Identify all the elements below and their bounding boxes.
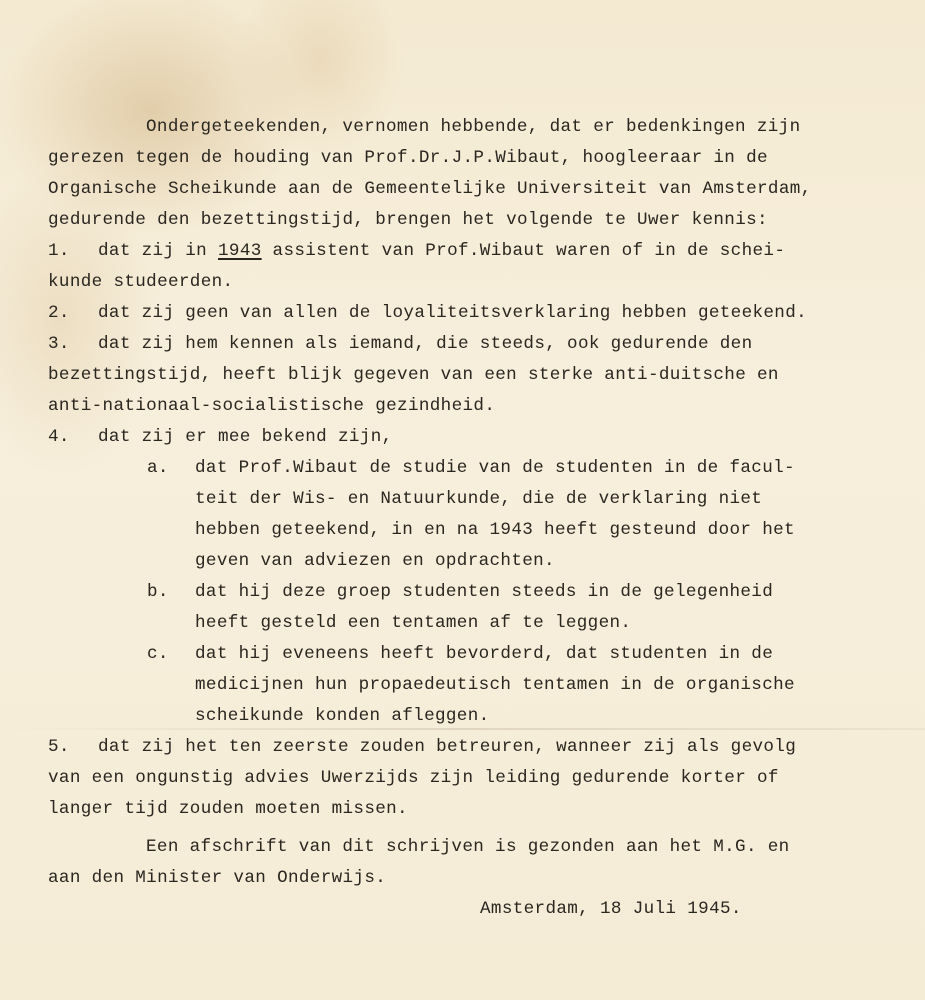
point-4a-line-4: geven van adviezen en opdrachten. — [195, 551, 555, 571]
point-3-line-2: bezettingstijd, heeft blijk gegeven van een sterke anti-duitsche en — [48, 365, 779, 385]
point-4c-line-3: scheikunde konden afleggen. — [195, 706, 490, 726]
point-1-line-2: kunde studeerden. — [48, 272, 234, 292]
intro-line-3: Organische Scheikunde aan de Gemeentelijke Universiteit van Amsterdam, — [48, 179, 812, 199]
intro-line-4: gedurende den bezettingstijd, brengen het volgende te Uwer kennis: — [48, 210, 768, 230]
point-4a-line-3: hebben geteekend, in en na 1943 heeft gesteund door het — [195, 520, 795, 540]
point-1-text-post: assistent van Prof.Wibaut waren of in de schei- — [261, 241, 786, 261]
intro-line-1: Ondergeteekenden, vernomen hebbende, dat er bedenkingen zijn — [146, 117, 801, 137]
point-4-number: 4. — [48, 427, 70, 447]
closing-line-2: aan den Minister van Onderwijs. — [48, 868, 387, 888]
point-4b-line-1: dat hij deze groep studenten steeds in de gelegenheid — [195, 582, 774, 602]
point-4a-line-1: dat Prof.Wibaut de studie van de studenten in de facul- — [195, 458, 795, 478]
point-4b-label: b. — [147, 582, 169, 602]
point-4a-line-2: teit der Wis- en Natuurkunde, die de verklaring niet — [195, 489, 763, 509]
point-1-line-1 — [98, 243, 785, 261]
point-1-number: 1. — [48, 241, 70, 261]
point-5-line-2: van een ongunstig advies Uwerzijds zijn leiding gedurende korter of — [48, 768, 779, 788]
point-4c-line-1: dat hij eveneens heeft bevorderd, dat studenten in de — [195, 644, 774, 664]
point-2-number: 2. — [48, 303, 70, 323]
point-4-line-1: dat zij er mee bekend zijn, — [98, 427, 393, 447]
point-5-number: 5. — [48, 737, 70, 757]
point-2-line-1: dat zij geen van allen de loyaliteitsverklaring hebben geteekend. — [98, 303, 808, 323]
point-3-line-1: dat zij hem kennen als iemand, die steeds, ook gedurende den — [98, 334, 753, 354]
intro-line-2: gerezen tegen de houding van Prof.Dr.J.P.Wibaut, hoogleeraar in de — [48, 148, 768, 168]
point-1-year-underlined: 1943 — [218, 241, 262, 261]
place-date: Amsterdam, 18 Juli 1945. — [480, 899, 742, 919]
point-5-line-1: dat zij het ten zeerste zouden betreuren, wanneer zij als gevolg — [98, 737, 797, 757]
closing-line-1: Een afschrift van dit schrijven is gezonden aan het M.G. en — [146, 837, 790, 857]
point-3-number: 3. — [48, 334, 70, 354]
point-4b-line-2: heeft gesteld een tentamen af te leggen. — [195, 613, 632, 633]
point-5-line-3: langer tijd zouden moeten missen. — [48, 799, 408, 819]
paper-crease — [0, 728, 925, 730]
point-1-text-pre: dat zij in — [98, 241, 218, 261]
point-4c-line-2: medicijnen hun propaedeutisch tentamen in de organische — [195, 675, 795, 695]
point-4c-label: c. — [147, 644, 169, 664]
point-4a-label: a. — [147, 458, 169, 478]
point-3-line-3: anti-nationaal-socialistische gezindheid. — [48, 396, 496, 416]
